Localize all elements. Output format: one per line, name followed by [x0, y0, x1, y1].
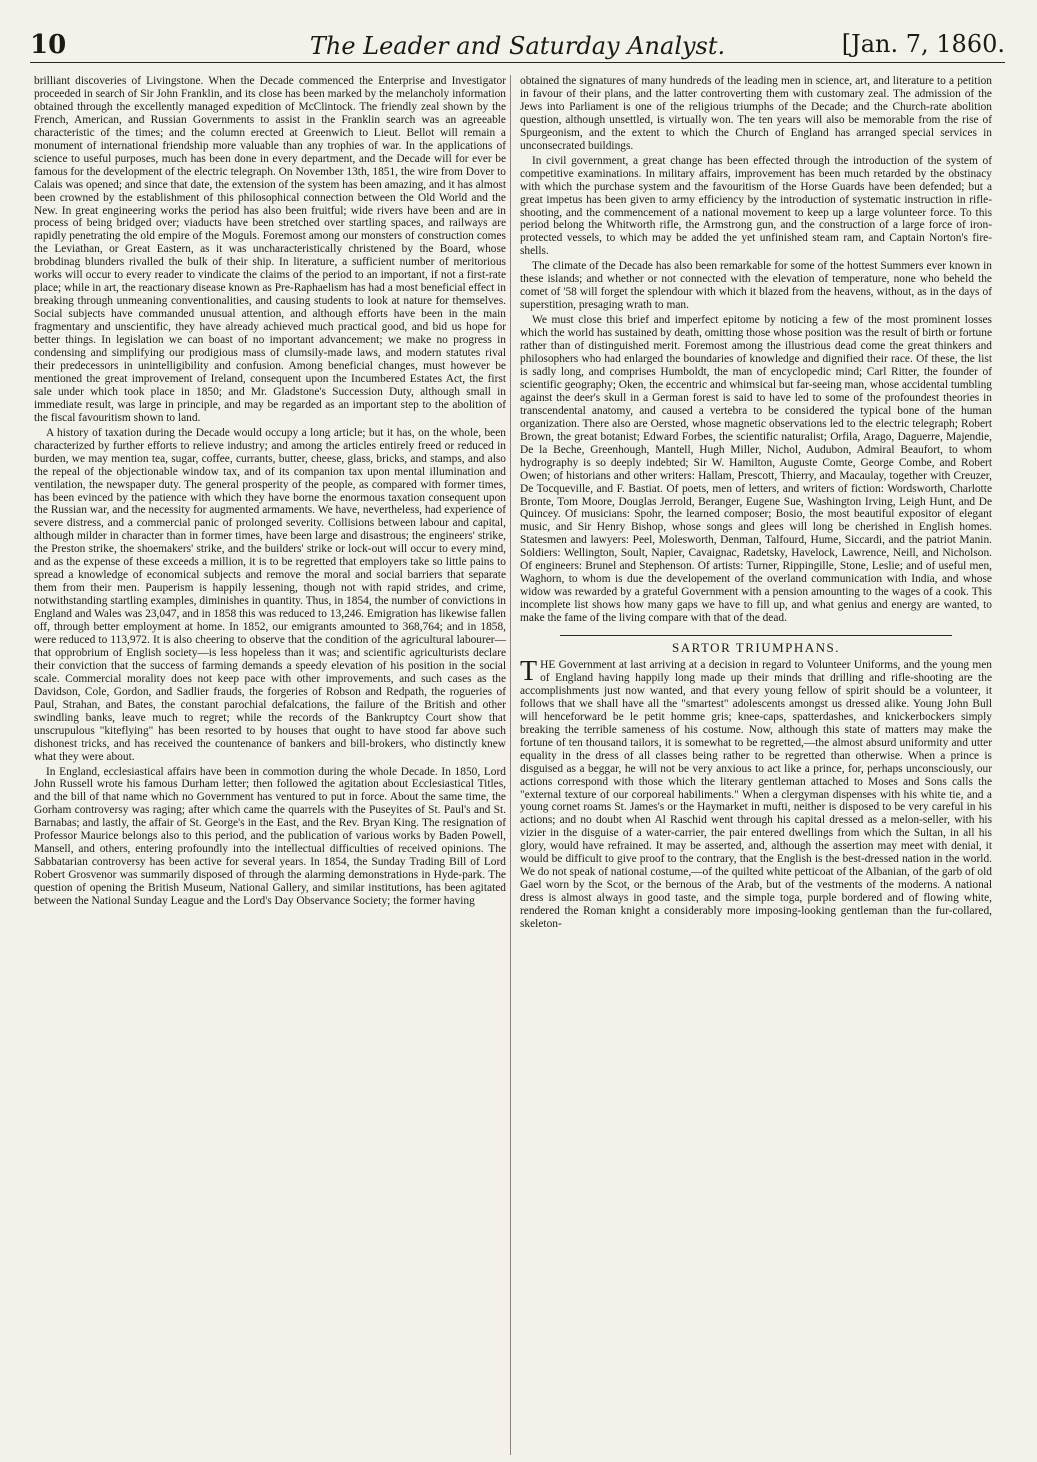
section-rule	[560, 635, 952, 636]
masthead-title: The Leader and Saturday Analyst.	[309, 32, 726, 60]
page-number: 10	[30, 30, 67, 60]
article-paragraph: In England, ecclesiastical affairs have been in commotion during the whole Decade. In 1850, Lord John Russell wrote his famous Durham letter; then followed the agitation about Ecclesiastical Titles, and the bill of that name which no Government has ventured to put in force. About the same time, the Gorham controversy was raging; after which came the quarrels with the Puseyites of St. Paul's and St. Barnabas; and lastly, the affair of St. George's in the East, and the Rev. Bryan King. The resignation of Professor Maurice belongs also to this period, and the publication of various works by Baden Powell, Mansell, and others, entering profoundly into the intellectual difficulties of received opinions. The Sabbatarian controversy has been active for several years. In 1854, the Sunday Trading Bill of Lord Robert Grosvenor was summarily disposed of through the alarming demonstrations in Hyde-park. The question of opening the British Museum, National Gallery, and similar institutions, has been agitated between the National Sunday League and the Lord's Day Observance Society; the former having	[34, 765, 506, 908]
drop-cap: T	[520, 655, 538, 687]
article-paragraph: A history of taxation during the Decade would occupy a long article; but it has, on the whole, been characterized by further efforts to relieve industry; and among the articles entirely freed or reduced in burden, we may mention tea, sugar, coffee, currants, butter, cheese, glass, bricks, and stamps, and also the repeal of the objectionable window tax, and of its companion tax upon mental illumination and ventilation, the newspaper duty. The general prosperity of the people, as compared with former times, has been evinced by the patience with which they have borne the enormous taxation consequent upon the Russian war, and the necessity for augmented armaments. We have, nevertheless, had experience of severe distress, and a commercial panic of prolonged severity. Collisions between labour and capital, although milder in character than in former times, have been large and disastrous; the engineers' strike, the Preston strike, the shoemakers' strike, and the builders' strike or lock-out will occur to every mind, and as the expense of these exceeds a million, it is to be regretted that employers take so little pains to spread a knowledge of economical subjects and remove the moral and social barriers that separate them from their men. Pauperism is happily lessening, though not with rapid strides, and crime, notwithstanding startling examples, diminishes in quantity. Thus, in 1854, the number of convictions in England and Wales was 23,047, and in 1858 this was reduced to 13,246. Emigration has likewise fallen off, through better employment at home. In 1852, our emigrants amounted to 368,764; and in 1858, were reduced to 113,972. It is also cheering to observe that the condition of the agricultural labourer—that opprobrium of English society—is less hopeless than it was; and scientific agriculturists declare their conviction that the success of farming demands a speedy elevation of his position in the social scale. Commercial morality does not keep pace with other improvements, and such cases as the Davidson, Cole, Gordon, and Sadlier frauds, the forgeries of Robson and Redpath, the rogueries of Paul, Strahan, and Bates, the constant parochial defalcations, the failure of the British and other swindling banks, leave much to regret; while the records of the Bankruptcy Court show that unscrupulous "kiteflying" has been resorted to by houses that ought to have stood far above such dishonest tricks, and has received the countenance of bankers and bill-brokers, who distinctly knew what they were about.	[34, 426, 506, 763]
section-body: HE Government at last arriving at a decision in regard to Volunteer Uniforms, and the young men of England having happily long made up their minds that drilling and rifle-shooting are the accomplishments just now wanted, and that every young fellow of spirit should be a volunteer, it follows that we shall have all the "smartest" adolescents amongst us dressed alike. Young John Bull will henceforward be le petit homme gris; knee-caps, spatterdashes, and knickerbockers simply breaking the terrible sameness of his costume. Now, although this state of matters may make the fortune of ten thousand tailors, it is somewhat to be regretted,—the almost absurd uniformity and utter equality in the dress of all classes being rather to be regretted than otherwise. When a prince is disguised as a beggar, he will not be very anxious to act like a prince, for, perhaps unconsciously, our actions correspond with those which the literary gentleman attached to Moses and Sons calls the "external texture of our corporeal habiliments." When a clergyman dispenses with his white tie, and a young cornet roams St. James's or the Haymarket in mufti, neither is disposed to be very careful in his actions; and no doubt when Al Raschid went through his capital dressed as a melon-seller, with his vizier in the disguise of a water-carrier, the pair entered dwellings from which the Sultan, in all his glory, would have refrained. It may be asserted, and, although the assertion may meet with denial, it would be difficult to give proof to the contrary, that the English is the best-dressed nation in the world. We do not speak of national costume,—of the quilted white petticoat of the Albanian, of the garb of old Gael worn by the Scot, or the bernous of the Arab, but of the vestments of the moderns. A national dress is almost always in good taste, and the simple toga, purple bordered and of flowing white, rendered the Roman knight a considerably more imposing-looking gentleman than the fur-collared, skeleton-	[520, 658, 992, 931]
article-paragraph: We must close this brief and imperfect epitome by noticing a few of the most prominent losses which the world has sustained by death, omitting those whose position was the result of birth or fortune rather than of distinguished merit. Foremost among the illustrious dead come the great thinkers and philosophers who had enlarged the boundaries of knowledge and dignified their race. Of these, the list is sadly long, and comprises Humboldt, the man of encyclopedic mind; Carl Ritter, the founder of scientific geography; Oken, the eccentric and whimsical but far-seeing man, whose accidental tumbling against the deer's skull in a German forest is said to have led to some of the profoundest theories in transcendental anatomy, and caused a vertebra to be considered the typical bone of the human organization. There also are Oersted, whose magnetic observations led to the electric telegraph; Robert Brown, the great botanist; Edward Forbes, the scientific naturalist; Orfila, Arago, Daguerre, Majendie, De la Beche, Greenhough, Mantell, Hugh Miller, Nichol, Audubon, Admiral Beaufort, to whom hydrography is so deeply indebted; Sir W. Hamilton, Auguste Comte, George Combe, and Robert Owen; of historians and other writers: Hallam, Prescott, Thierry, and Macaulay, together with Creuzer, De Tocqueville, and F. Bastiat. Of poets, men of letters, and writers of fiction: Wordsworth, Charlotte Bronte, Tom Moore, Douglas Jerrold, Beranger, Eugene Sue, Washington Irving, Leigh Hunt, and De Quincey. Of musicians: Spohr, the learned composer; Bosio, the most beautiful expositor of elegant music, and Sir Henry Bishop, whose songs and glees will long be cherished in English homes. Statesmen and lawyers: Peel, Molesworth, Denman, Talfourd, Hume, Siccardi, and the patriot Manin. Soldiers: Wellington, Soult, Napier, Cavaignac, Radetsky, Havelock, Lawrence, Neill, and Nicholson. Of engineers: Brunel and Stephenson. Of artists: Turner, Rippingille, Stone, Leslie; and of useful men, Waghorn, to whom is due the developement of the overland communication with India, and whose widow was rewarded by a grateful Government with a pension amounting to the wages of a cook. This incomplete list shows how many gaps we have to fill up, and what genius and energy are wanted, to make the fame of the living compare with that of the dead.	[520, 314, 992, 625]
article-paragraph: In civil government, a great change has been effected through the introduction of the system of competitive examinations. In military affairs, improvement has been much retarded by the obstinacy with which the purchase system and the favouritism of the Horse Guards have been defended; but a great impetus has been given to army efficiency by the introduction of systematic instruction in rifle-shooting, and the commencement of a national movement to keep up a large volunteer force. To this period belong the Whitworth rifle, the Armstrong gun, and the construction of a large force of iron-protected vessels, to which may be added the yet unfinished steam ram, and Captain Norton's fire-shells.	[520, 154, 992, 258]
section-paragraph	[520, 655, 992, 931]
left-column	[34, 75, 506, 1460]
article-paragraph: obtained the signatures of many hundreds of the leading men in science, art, and literature to a petition in favour of their plans, and the latter controverting them with customary zeal. The admission of the Jews into Parliament is one of the religious triumphs of the Decade; and the Church-rate abolition question, although unsettled, is virtually won. The ten years will also be memorable from the rise of Spurgeonism, and the extent to which the Church of England has arranged special services in unconsecrated buildings.	[520, 75, 992, 152]
page-header	[30, 28, 1005, 63]
right-column	[520, 75, 992, 1460]
issue-date: [Jan. 7, 1860.	[841, 30, 1005, 58]
column-divider	[510, 75, 511, 1455]
article-paragraph: The climate of the Decade has also been remarkable for some of the hottest Summers ever known in these islands; and whether or not connected with the elevation of temperature, none who beheld the comet of '58 will forget the splendour with which it blazed from the heavens, without, as in the days of superstition, presaging wrath to man.	[520, 260, 992, 312]
article-paragraph: brilliant discoveries of Livingstone. When the Decade commenced the Enterprise and Investigator proceeded in search of Sir John Franklin, and its close has been marked by the melancholy information obtained through the excellently managed expedition of McClintock. The friendly zeal shown by the French, American, and Russian Governments to assist in the Franklin search was an agreeable characteristic of the times; and the column erected at Greenwich to Lieut. Bellot will remain a monument of international friendship more valuable than any trophies of war. In the applications of science to useful purposes, much has been done in every department, and the Decade will for ever be famous for the development of the electric telegraph. On November 13th, 1851, the wire from Dover to Calais was opened; and since that date, the extension of the system has been amazing, and it has almost been crowned by the establishment of this philosophical connection between the Old World and the New. In great engineering works the period has also been fruitful; wide rivers have been and are in process of being bridged over; viaducts have been stretched over startling spaces, and railways are rapidly penetrating the old empire of the Moguls. Foremost among our monsters of construction comes the Leviathan, or Great Eastern, as it was uncharacteristically christened by the Board, whose brobdinag blunders rivalled the bulk of their ship. In literature, a sufficient number of meritorious works will occur to every reader to vindicate the claims of the period to an important, if not a first-rate place; while in art, the reactionary disease known as Pre-Raphaelism has had a most beneficial effect in breaking through unmeaning conventionalities, and causing students to look at nature for themselves. Social subjects have commanded unusual attention, and although efforts have been in the main fragmentary and unscientific, they have already achieved much practical good, and bid us hope for better things. In legislation we can boast of no important advancement; we make no progress in condensing and simplifying our prodigious mass of clumsily-made laws, and modern statutes rival their predecessors in unintelligibility and confusion. Among beneficial changes, must however be mentioned the great improvement of Ireland, consequent upon the Incumbered Estates Act, the first sale under which took place in 1850; and Mr. Gladstone's Succession Duty, although small in immediate result, was large in principle, and may be regarded as an important step to the abolition of the fiscal favouritism shown to land.	[34, 75, 506, 424]
section-heading: SARTOR TRIUMPHANS.	[671, 640, 841, 656]
